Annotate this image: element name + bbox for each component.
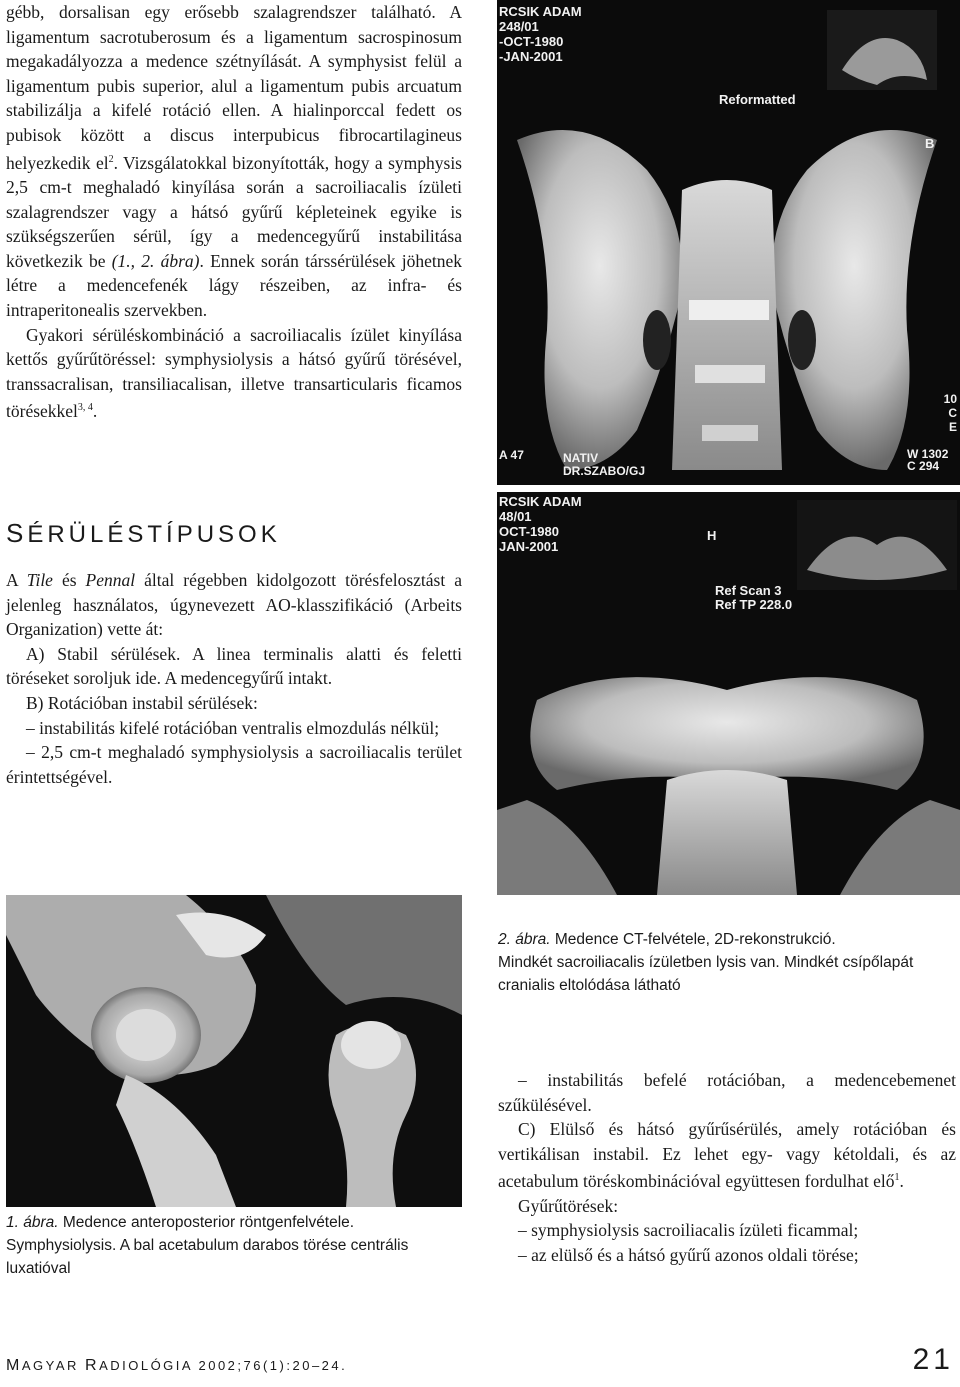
- xray-figure: [6, 895, 462, 1207]
- paragraph-ring-fractures: Gyűrűtörések:: [518, 1195, 619, 1216]
- ct-marker-a: A 47: [499, 448, 524, 462]
- paragraph-combinations: Gyakori sérüléskombináció a sacroiliacalis ízület kinyílása kettős gyűrűtöréssel: symphysiolysis a hátsó gyűrű törésével, transsacralisan, transiliacalisan, illetve transarticularis ficamos törésekkel$^{3, 4}$.: [6, 324, 462, 422]
- figure-1-title: Medence anteroposterior röntgenfelvétele.: [58, 1214, 355, 1231]
- figure-1-label: 1. ábra.: [6, 1214, 59, 1231]
- ct-ref-tp: Ref TP 228.0: [715, 597, 793, 612]
- list-item-c1: – symphysiolysis sacroiliacalis ízületi ficammal;: [518, 1220, 859, 1241]
- figure-1-caption: [6, 1211, 462, 1280]
- ct-center-label: C: [907, 459, 916, 473]
- paragraph-type-c: C) Elülső és hátsó gyűrűsérülés, amely rotációban és vertikálisan instabil. Ez lehet egy- vagy kétoldali, és az acetabulum töréskombinációval együttesen fordulhat elő$^1$.: [498, 1119, 956, 1192]
- journal-citation: MAGYAR RADIOLÓGIA 2002;76(1):20–24.: [6, 1357, 348, 1374]
- figure-2-label: 2. ábra.: [498, 931, 551, 948]
- paragraph-classification-intro: A Tile és Pennal által régebben kidolgozott törésfelosztást a jelenleg használatos, úgynevezett AO-klasszifikáció (Arbeits Organization) vette át:: [6, 570, 462, 640]
- ct-ref-scan: Ref Scan 3: [715, 583, 782, 598]
- ct-top-dob: -OCT-1980: [499, 34, 564, 49]
- paragraph-type-a: A) Stabil sérülések. A linea terminalis alatti és feletti töréseket soroljuk ide. A medencegyűrű intakt.: [6, 643, 462, 689]
- section-heading: SÉRÜLÉSTÍPUSOK: [6, 518, 281, 548]
- ct-nativ-label: NATIV: [563, 451, 599, 465]
- ct-bottom-date: JAN-2001: [499, 539, 559, 554]
- ct-window-label: W: [907, 447, 919, 461]
- ct-center-value: 294: [919, 459, 940, 473]
- ct-figure: [497, 0, 960, 895]
- list-item-b2: – 2,5 cm-t meghaladó symphysiolysis a sacroiliacalis terület érintettségével.: [6, 742, 462, 787]
- figure-2-title: Medence CT-felvétele, 2D-rekonstrukció.: [550, 931, 836, 948]
- figure-2-body: Mindkét sacroiliacalis ízületben lysis van. Mindkét csípőlapát cranialis eltolódása látható: [498, 954, 914, 994]
- ct-image: [497, 0, 960, 895]
- ct-marker-b: B: [925, 136, 935, 151]
- ct-top-patient-name: RCSIK ADAM: [499, 4, 582, 19]
- ct-window-value: 1302: [921, 447, 949, 461]
- ct-bottom-dob: OCT-1980: [499, 524, 559, 539]
- right-column-classification: [498, 1068, 956, 1268]
- left-column-classification: [6, 568, 462, 789]
- ct-doctor-label: DR.SZABO/GJ: [563, 464, 646, 478]
- ct-top-date: -JAN-2001: [499, 49, 563, 64]
- ct-reformatted-label: Reformatted: [719, 92, 796, 107]
- paragraph-type-b: B) Rotációban instabil sérülések:: [26, 692, 258, 713]
- list-item-c2: – az elülső és a hátsó gyűrű azonos oldali törése;: [518, 1244, 859, 1265]
- left-column-top: [6, 0, 462, 424]
- ct-bottom-patient-id: 48/01: [499, 509, 532, 524]
- list-item-b1: – instabilitás kifelé rotációban ventralis elmozdulás nélkül;: [26, 717, 440, 738]
- ct-marker-h: H: [707, 528, 717, 543]
- ct-right-value-1: 10: [943, 392, 957, 406]
- paragraph-ligaments: gébb, dorsalisan egy erősebb szalagrendszer található. A ligamentum sacrotuberosum és a ligamentum sacrospinosum megakadályozza a medence szétnyílását. A symphysist felül a ligamentum pubis superior, alul a ligamentum pubis arcuatum stabilizálja a kifelé rotáció ellen. A hialinporccal fedett os pubisok között a discus interpubicus fibrocartilagineus helyezkedik $el^2$. Vizsgálatokkal bizonyították, hogy a symphysis 2,5 cm-t meghaladó kinyílása során a sacroiliacalis ízületi szalagrendszer vagy a hátsó gyűrű képleteinek egyike is szükségszerűen sérül, így a medencegyűrű instabilitása következik be (1., 2. ábra). Ennek során társsérülések jöhetnek létre a medencefenék lágy részeiben, az infra- és intraperitonealis szervekben.: [6, 2, 463, 320]
- page-number: 21: [912, 1343, 954, 1376]
- xray-image: [6, 895, 462, 1207]
- ct-top-patient-id: 248/01: [499, 19, 539, 34]
- figure-1-body: Symphysiolysis. A bal acetabulum darabos törése centrális luxatióval: [6, 1237, 409, 1277]
- ct-bottom-patient-name: RCSIK ADAM: [499, 494, 582, 509]
- list-item-b3: – instabilitás befelé rotációban, a medencebemenet szűkülésével.: [498, 1070, 956, 1115]
- ct-right-value-3: E: [948, 420, 957, 434]
- figure-2-caption: [498, 928, 956, 997]
- ct-right-value-2: C: [948, 406, 957, 420]
- page-footer: [6, 1343, 954, 1376]
